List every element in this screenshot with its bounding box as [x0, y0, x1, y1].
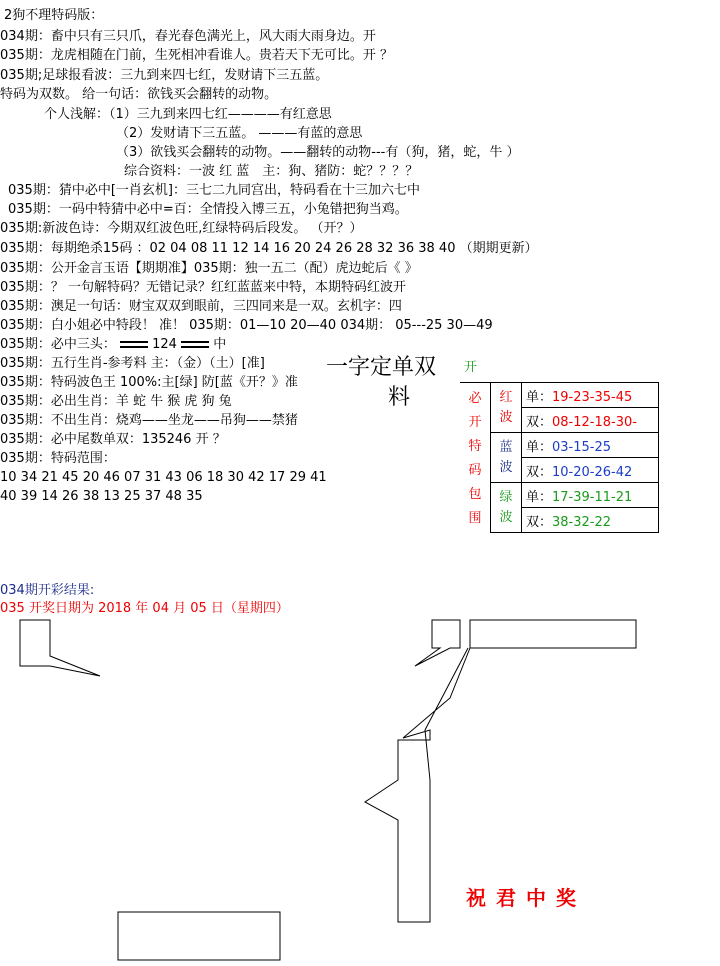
line-7: （3）欲钱买会翻转的动物。——翻转的动物---有（狗，猪，蛇，牛 ） [116, 145, 520, 160]
line-19: 035期：特码波色王 100%:主[绿] 防[蓝《开？》准 [0, 375, 298, 390]
line-14: 035期：？ 一句解特码？无错记录？红红蓝蓝来中特，本期特码红波开 [0, 280, 406, 295]
line-2: 035期：龙虎相随在门前，生死相冲看谁人。贵若天下无可比。开 ？ [0, 48, 393, 63]
color-wave-table [460, 348, 659, 533]
result-title: 034期开彩结果: [0, 583, 95, 598]
line-25: 40 39 14 26 38 13 25 37 48 35 [0, 489, 203, 504]
triple-bar-icon [120, 341, 148, 348]
wave-green: 绿波 [491, 483, 522, 533]
line-15: 035期：澳足一句话：财宝双双到眼前，三四同来是一双。玄机字：四 [0, 299, 402, 314]
wave-blue: 蓝波 [491, 433, 522, 483]
line-1: 034期：畜中只有三只爪，春光春色满光上，风大雨大雨身边。开 [0, 29, 376, 44]
line-13: 035期：公开金言玉语【期期准】035期：独一五二（配）虎边蛇后《 》 [0, 261, 418, 276]
line-12: 035期：每期绝杀15码 ：02 04 08 11 12 14 16 20 24 26 28 32 36 38 40 （期期更新） [0, 241, 538, 256]
wave-row: 双：38-32-22 [522, 508, 659, 533]
line-16: 035期：白小姐必中特段！ 准！ 035期：01—10 20—40 034期： 05---25 30—49 [0, 318, 493, 333]
line-20: 035期：必出生肖：羊 蛇 牛 猴 虎 狗 兔 [0, 394, 232, 409]
triple-bar-icon [181, 341, 209, 348]
big-subtitle: 料 [388, 385, 411, 410]
draw-date: 035 开奖日期为 2018 年 04 月 05 日（星期四） [0, 601, 289, 616]
line-21: 035期：不出生肖：烧鸡——坐龙——吊狗——禁猪 [0, 413, 298, 428]
line-22: 035期：必中尾数单双：135246 开 ？ [0, 432, 226, 447]
line-5: 个人浅解：（1）三九到来四七红————有红意思 [44, 107, 332, 122]
line-6: （2）发财请下三五蓝。 ———有蓝的意思 [116, 126, 363, 141]
line-3: 035期;足球报看波：三九到来四七红，发财请下三五蓝。 [0, 68, 329, 83]
line-17: 035期：必中三头： 124 中 [0, 337, 227, 352]
callout-shapes [0, 610, 720, 966]
line-18: 035期：五行生肖-参考料 主：（金）（土）[准] [0, 356, 265, 371]
line-4: 特码为双数。 给一句话：欲钱买会翻转的动物。 [0, 87, 278, 102]
big-title: 一字定单双 [326, 355, 437, 380]
wave-row: 单：19-23-35-45 [522, 383, 659, 408]
line-8: 综合资料：一波 红 蓝 主：狗、猪防：蛇？？？？ [124, 164, 419, 179]
wave-row: 单：03-15-25 [522, 433, 659, 458]
line-23: 035期：特码范围： [0, 451, 116, 466]
wave-red: 红波 [491, 383, 522, 433]
open-label: 开 [460, 348, 659, 383]
wave-row: 单：17-39-11-21 [522, 483, 659, 508]
page-title: 2狗不理特码版： [4, 8, 104, 23]
line-24: 10 34 21 45 20 46 07 31 43 06 18 30 42 17 29 41 [0, 470, 327, 485]
side-label: 必开特码包围 [460, 383, 491, 533]
blessing: 祝君中奖 [466, 886, 586, 910]
wave-row: 双：08-12-18-30- [522, 408, 659, 433]
line-9: 035期：猜中必中[一肖玄机]：三七二九同宫出，特码看在十三加六七中 [8, 183, 420, 198]
line-10: 035期：一码中特猜中必中=百：全情投入博三五，小兔错把狗当鸡。 [8, 202, 408, 217]
wave-row: 双：10-20-26-42 [522, 458, 659, 483]
line-11: 035期:新波色诗：今期双红波色旺,红绿特码后段发。 （开？） [0, 221, 363, 236]
